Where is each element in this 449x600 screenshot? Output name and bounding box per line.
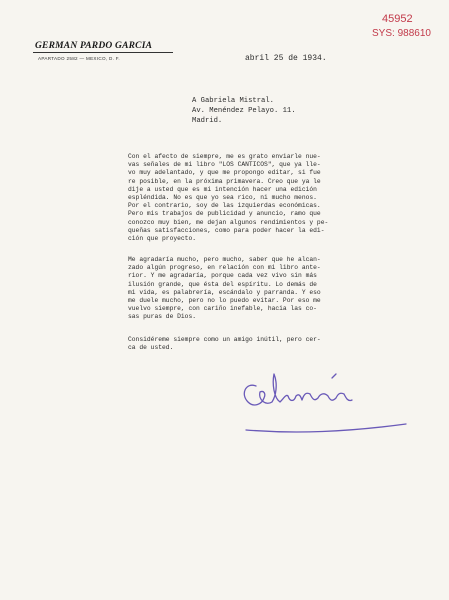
archive-sys-annotation: SYS: 988610 — [372, 28, 431, 39]
text-line: zado algún progreso, en relación con mi libro ante- — [128, 264, 321, 272]
text-line: Me agradaría mucho, pero mucho, saber que he alcan- — [128, 256, 321, 263]
text-line: re posible, en la próxima primavera. Creo que ya le — [128, 177, 321, 185]
text-line: queñas satisfacciones, como para poder hacer la edi- — [128, 226, 325, 234]
text-line: ción que proyecto. — [128, 234, 197, 242]
text-line: Con el afecto de siempre, me es grato enviarle nue- — [128, 153, 321, 160]
body-paragraph-3 — [128, 336, 428, 352]
recipient-city: Madrid. — [192, 117, 223, 125]
text-line: Por el contrario, soy de las izquierdas económicas. — [128, 202, 321, 210]
letterhead-name: GERMAN PARDO GARCIA — [35, 41, 153, 51]
text-line: vo muy adelantado, y que me propongo editar, si fue — [128, 169, 321, 177]
text-line: rior. Y me agradaría, porque cada vez vivo sin más — [128, 272, 317, 280]
text-line: mi vida, es palabrería, escándalo y parranda. Y eso — [128, 288, 321, 296]
text-line: Considéreme siempre como un amigo inútil, pero cer- — [128, 336, 321, 343]
text-line: ilusión grande, que ésta del espíritu. Lo demás de — [128, 280, 317, 288]
text-line: vuelvo siempre, con cariño inefable, hacia las co- — [128, 305, 317, 313]
letterhead-rule — [33, 52, 173, 53]
text-line: conozco muy bien, me dejan algunos rendimientos y pe- — [128, 218, 329, 226]
letterhead-address: APARTADO 2582 — MEXICO, D. F. — [38, 56, 120, 61]
archive-id-annotation: 45952 — [382, 13, 413, 25]
body-paragraph-1 — [128, 153, 428, 243]
handwritten-signature — [236, 354, 416, 444]
text-line: me duele mucho, pero no lo puedo evitar. Por eso me — [128, 296, 321, 304]
recipient-street: Av. Menéndez Pelayo. 11. — [192, 107, 296, 115]
text-line: Pero mis trabajos de publicidad y anuncio, ramo que — [128, 210, 321, 218]
text-line: ca de usted. — [128, 344, 174, 352]
body-paragraph-2 — [128, 256, 428, 322]
text-line: vas señales de mi libro "LOS CANTICOS", que ya lle- — [128, 161, 321, 169]
text-line: dije a usted que es mi intención hacer una edición — [128, 185, 317, 193]
recipient-name: A Gabriela Mistral. — [192, 97, 274, 105]
text-line: sas puras de Dios. — [128, 313, 197, 321]
text-line: espléndida. No es que yo sea rico, ni mucho menos. — [128, 193, 317, 201]
letter-date: abril 25 de 1934. — [245, 54, 327, 63]
